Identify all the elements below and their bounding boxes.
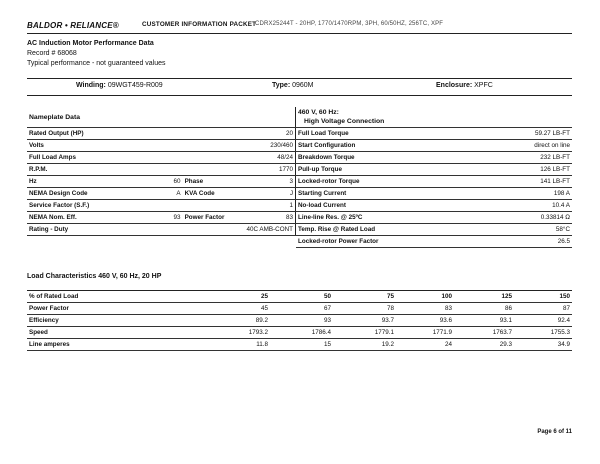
column-header: 25	[179, 291, 270, 303]
row-label: Starting Current	[296, 188, 446, 200]
table-cell: 87	[514, 303, 572, 315]
type-value: 0960M	[292, 82, 314, 89]
table-cell: 1763.7	[454, 327, 514, 339]
table-cell: 93	[270, 315, 333, 327]
table-cell: 93.6	[396, 315, 454, 327]
row-value-2: 83	[242, 212, 295, 224]
column-header: 100	[396, 291, 454, 303]
winding-field	[76, 82, 163, 89]
table-row	[27, 128, 296, 140]
row-label: NEMA Design Code	[27, 188, 147, 200]
winding-label: Winding:	[76, 82, 106, 89]
row-value: 198 A	[446, 188, 572, 200]
table-cell: 93.7	[333, 315, 396, 327]
table-row	[296, 128, 572, 140]
table-row	[296, 188, 572, 200]
row-label: Power Factor	[27, 303, 179, 315]
table-cell: 34.9	[514, 339, 572, 351]
row-value: 1770	[242, 164, 295, 176]
brand-logo: BALDOR • RELIANCE®	[27, 21, 119, 30]
table-row	[27, 224, 296, 236]
table-cell: 1779.1	[333, 327, 396, 339]
row-value: 48/24	[242, 152, 295, 164]
table-cell: 93.1	[454, 315, 514, 327]
table-row	[27, 164, 296, 176]
table-cell: 29.3	[454, 339, 514, 351]
header-divider	[27, 33, 572, 34]
type-field	[272, 82, 314, 89]
row-label: Locked-rotor Power Factor	[296, 236, 446, 248]
row-value: 40C AMB-CONT	[242, 224, 295, 236]
enclosure-field	[436, 82, 493, 89]
load-characteristics-table	[27, 290, 572, 351]
row-label: Service Factor (S.F.)	[27, 200, 147, 212]
nameplate-header-row	[27, 107, 296, 128]
column-header: 75	[333, 291, 396, 303]
table-row	[27, 188, 296, 200]
row-label: Hz	[27, 176, 147, 188]
row-value: 10.4 A	[446, 200, 572, 212]
table-row	[27, 200, 296, 212]
table-row	[27, 212, 296, 224]
column-header: 50	[270, 291, 333, 303]
row-label: Pull-up Torque	[296, 164, 446, 176]
row-value-2: 3	[242, 176, 295, 188]
row-label: R.P.M.	[27, 164, 147, 176]
enclosure-label: Enclosure:	[436, 82, 473, 89]
table-cell: 1793.2	[179, 327, 270, 339]
table-cell: 86	[454, 303, 514, 315]
model-description: CDRX25244T - 20HP, 1770/1470RPM, 3PH, 60/50HZ, 256TC, XPF	[255, 21, 444, 27]
table-row	[27, 152, 296, 164]
row-value: direct on line	[446, 140, 572, 152]
row-label: Temp. Rise @ Rated Load	[296, 224, 446, 236]
table-cell: 67	[270, 303, 333, 315]
table-row	[27, 140, 296, 152]
row-label: NEMA Nom. Eff.	[27, 212, 147, 224]
row-value: 1	[242, 200, 295, 212]
nameplate-heading: Nameplate Data	[27, 107, 296, 128]
row-label: Volts	[27, 140, 147, 152]
row-value: 58°C	[446, 224, 572, 236]
row-label-2: KVA Code	[183, 188, 243, 200]
load-characteristics-title: Load Characteristics 460 V, 60 Hz, 20 HP	[27, 273, 162, 280]
row-label: Breakdown Torque	[296, 152, 446, 164]
table-row	[296, 236, 572, 248]
row-value: A	[147, 188, 183, 200]
row-label: Efficiency	[27, 315, 179, 327]
row-value: 26.5	[446, 236, 572, 248]
summary-bottom-rule	[27, 95, 572, 96]
row-value: 232 LB-FT	[446, 152, 572, 164]
row-label: Start Configuration	[296, 140, 446, 152]
table-cell: 1771.9	[396, 327, 454, 339]
table-row	[296, 224, 572, 236]
table-row	[296, 212, 572, 224]
table-cell: 45	[179, 303, 270, 315]
row-value: 141 LB-FT	[446, 176, 572, 188]
row-label: Full Load Torque	[296, 128, 446, 140]
row-label: Line-line Res. @ 25ºC	[296, 212, 446, 224]
row-label-2: Power Factor	[183, 212, 243, 224]
row-label: Line amperes	[27, 339, 179, 351]
table-row	[27, 339, 572, 351]
packet-title: CUSTOMER INFORMATION PACKET	[142, 21, 257, 28]
row-label: No-load Current	[296, 200, 446, 212]
row-value: 59.27 LB-FT	[446, 128, 572, 140]
hv-connection-table	[296, 107, 572, 248]
winding-value: 09WGT459-R009	[107, 82, 163, 89]
table-row	[296, 164, 572, 176]
enclosure-value: XPFC	[474, 82, 493, 89]
hv-heading	[296, 107, 572, 128]
disclaimer: Typical performance - not guaranteed values	[27, 60, 166, 67]
page-number: Page 6 of 11	[537, 429, 572, 435]
table-row	[296, 152, 572, 164]
column-header: 150	[514, 291, 572, 303]
column-header: 125	[454, 291, 514, 303]
record-number: Record # 68068	[27, 50, 77, 57]
row-label: Rated Output (HP)	[27, 128, 147, 140]
row-value: 0.33814 Ω	[446, 212, 572, 224]
row-value: 93	[147, 212, 183, 224]
table-cell: 1786.4	[270, 327, 333, 339]
table-cell: 1755.3	[514, 327, 572, 339]
row-label-2: Phase	[183, 176, 243, 188]
table-cell: 11.8	[179, 339, 270, 351]
table-cell: 92.4	[514, 315, 572, 327]
row-value-2: J	[242, 188, 295, 200]
row-value: 230/460	[242, 140, 295, 152]
column-header: % of Rated Load	[27, 291, 179, 303]
table-cell: 19.2	[333, 339, 396, 351]
table-row	[27, 176, 296, 188]
hv-heading-line1: 460 V, 60 Hz:	[298, 109, 339, 116]
row-value: 60	[147, 176, 183, 188]
type-label: Type:	[272, 82, 291, 89]
table-row	[27, 327, 572, 339]
row-label: Rating - Duty	[27, 224, 147, 236]
table-row	[296, 176, 572, 188]
hv-heading-line2: High Voltage Connection	[304, 118, 385, 125]
table-cell: 89.2	[179, 315, 270, 327]
load-header-row	[27, 291, 572, 303]
table-cell: 78	[333, 303, 396, 315]
row-label: Locked-rotor Torque	[296, 176, 446, 188]
nameplate-table	[27, 107, 296, 236]
table-cell: 15	[270, 339, 333, 351]
row-label: Full Load Amps	[27, 152, 147, 164]
table-row	[296, 200, 572, 212]
table-row	[27, 315, 572, 327]
table-row	[27, 303, 572, 315]
row-value: 20	[242, 128, 295, 140]
table-cell: 24	[396, 339, 454, 351]
summary-top-rule	[27, 78, 572, 79]
table-cell: 83	[396, 303, 454, 315]
row-label: Speed	[27, 327, 179, 339]
page-title: AC Induction Motor Performance Data	[27, 40, 154, 47]
row-value: 126 LB-FT	[446, 164, 572, 176]
table-row	[296, 140, 572, 152]
hv-header-row	[296, 107, 572, 128]
